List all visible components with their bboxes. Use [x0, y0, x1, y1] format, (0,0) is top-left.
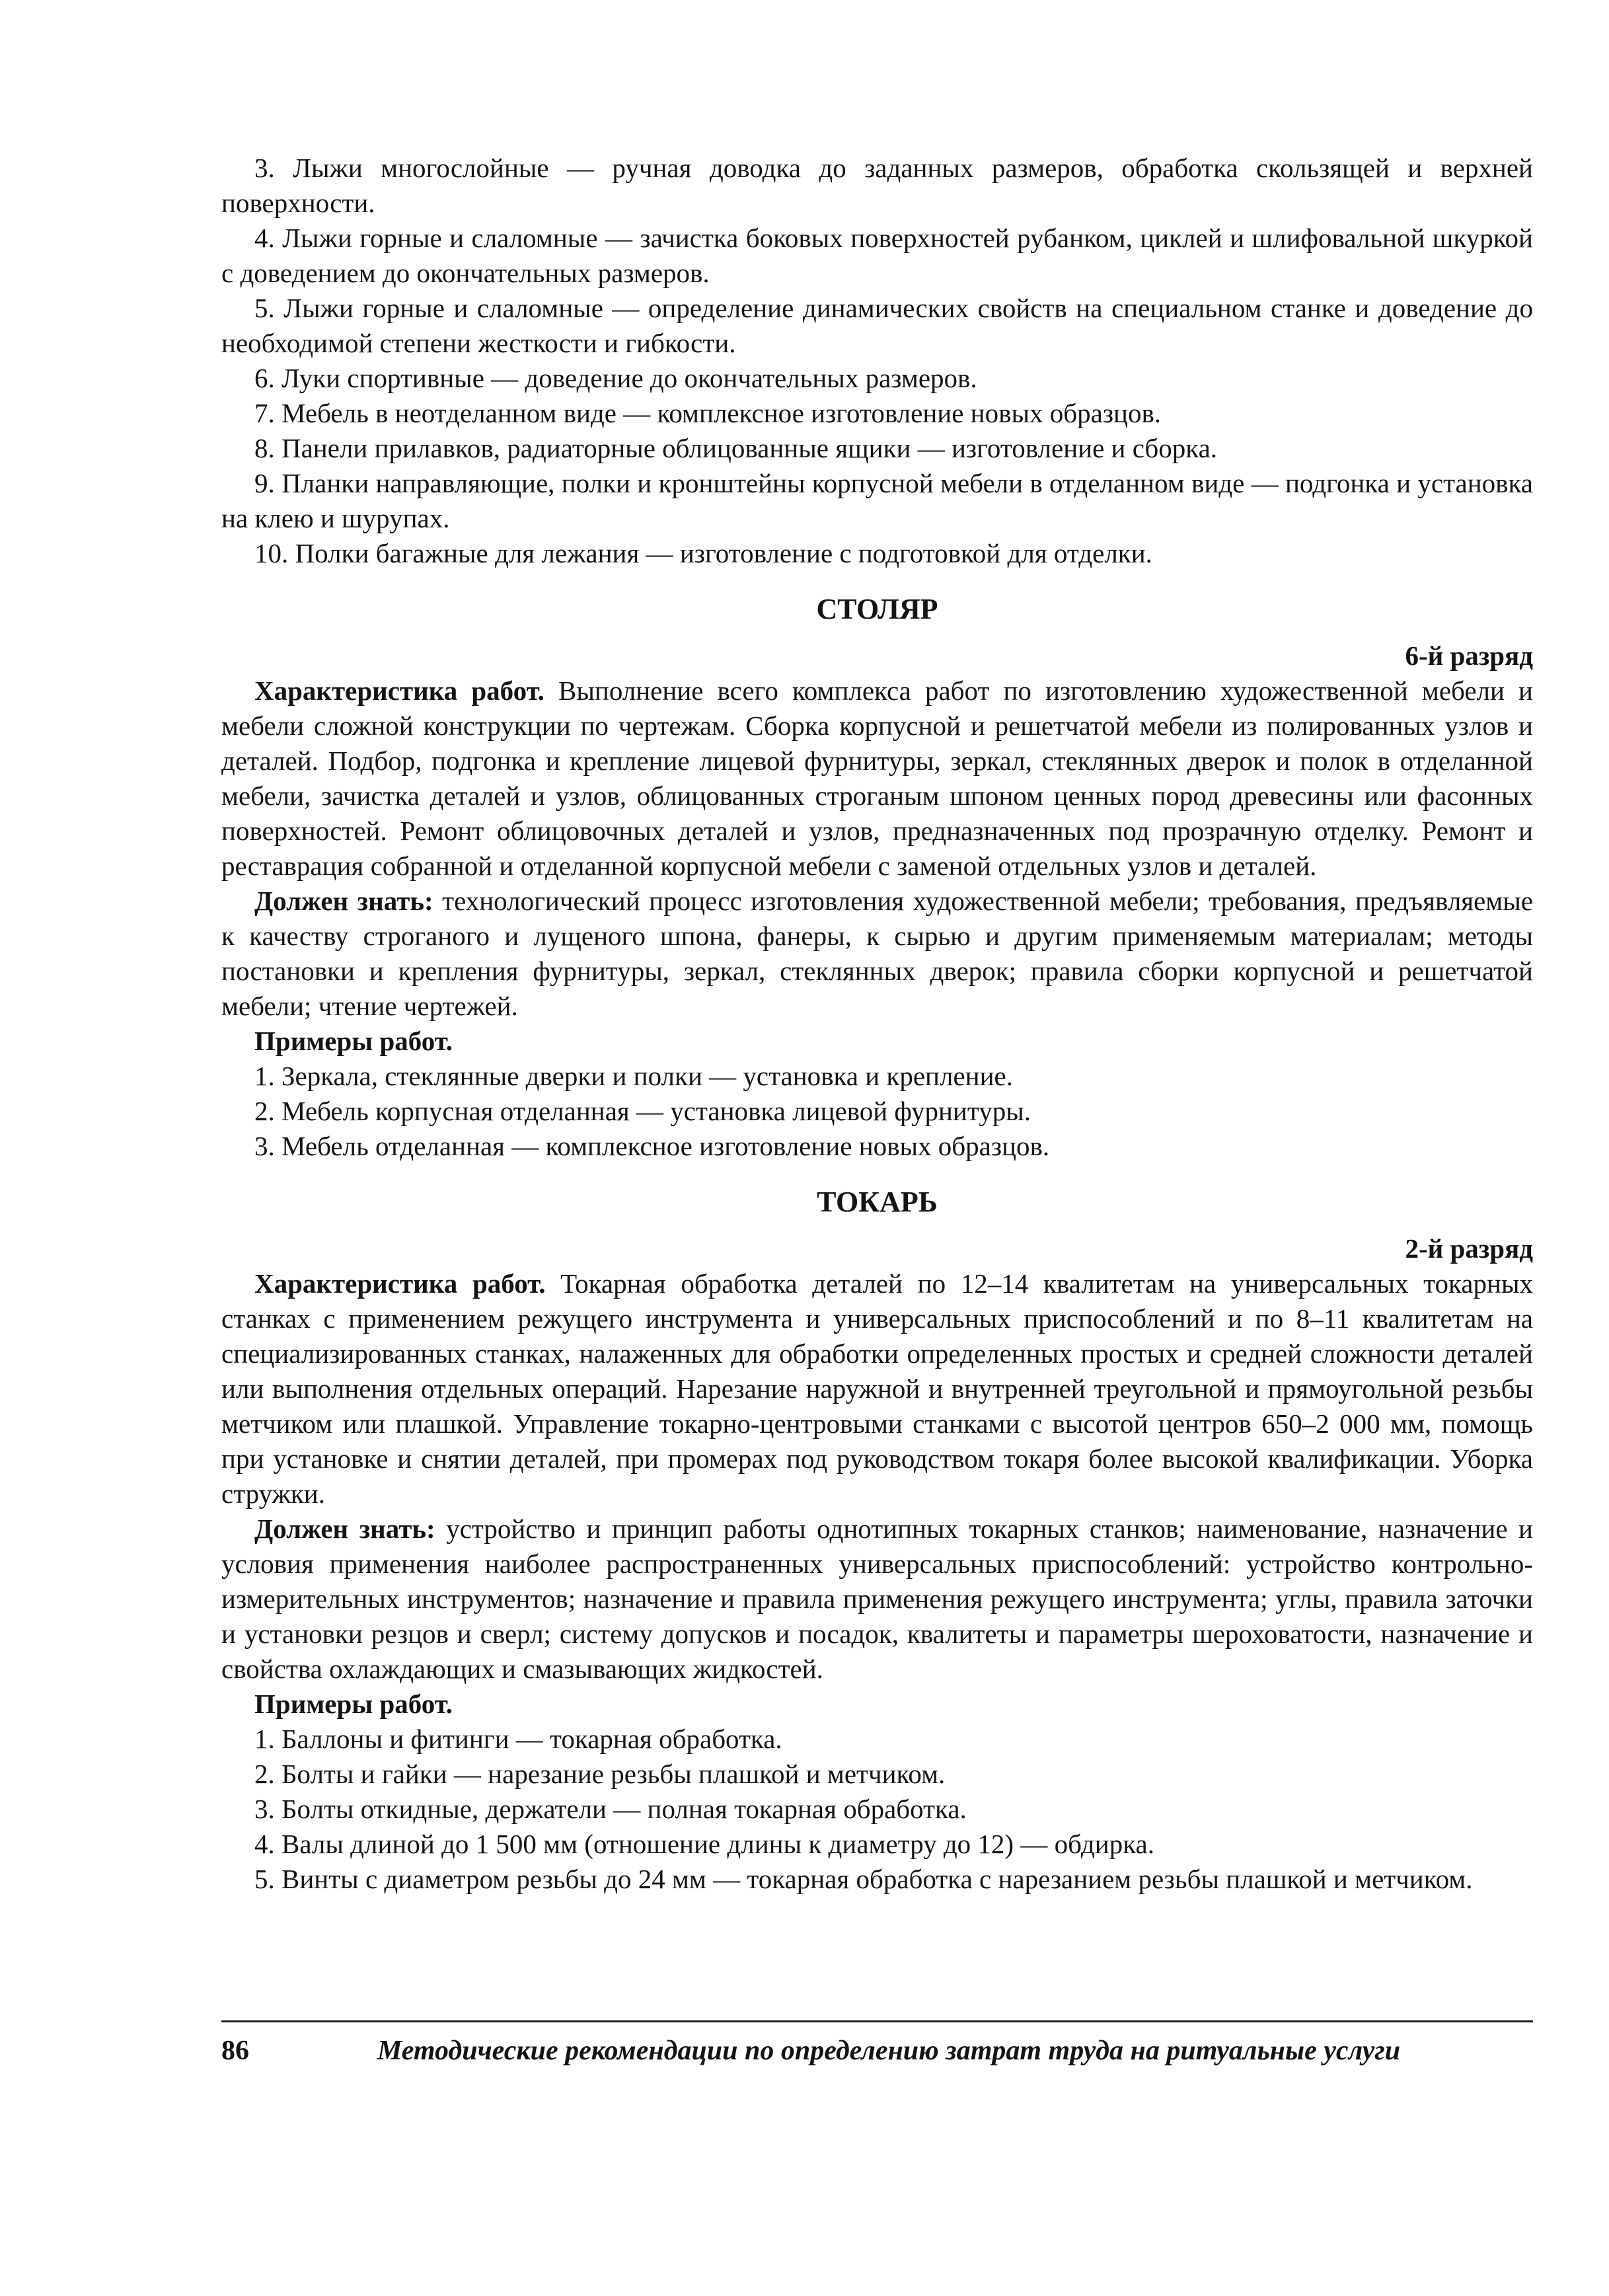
knowledge-text: устройство и принцип работы однотипных токарных станков; наименование, назначение и условия применения наиболее распространенных универсальных приспособлений: устройство контрольно-измерительных инструментов; назначение и правила применения режущего инструмента; углы, правила заточки и установки резцов и сверл; систему допусков и посадок, квалитеты и параметры шероховатости, назначение и свойства охлаждающих и смазывающих жидкостей.: [221, 1513, 1533, 1684]
list-item: 3. Лыжи многослойные — ручная доводка до заданных размеров, обработка скользящей и верхней поверхности.: [221, 153, 1533, 218]
characteristic-paragraph: [221, 1266, 1533, 1512]
list-item: 4. Лыжи горные и слаломные — зачистка боковых поверхностей рубанком, циклей и шлифовальной шкуркой с доведением до окончательных размеров.: [221, 223, 1533, 288]
list-item: 9. Планки направляющие, полки и кронштейны корпусной мебели в отделанном виде — подгонка и установка на клею и шурупах.: [221, 468, 1533, 533]
page-number: 86: [221, 2036, 249, 2066]
knowledge-label: Должен знать:: [254, 886, 433, 916]
characteristic-label: Характеристика работ.: [254, 675, 544, 706]
list-item: 6. Луки спортивные — доведение до окончательных размеров.: [254, 363, 977, 393]
characteristic-paragraph: [221, 673, 1533, 884]
section-title-turner: ТОКАРЬ: [817, 1186, 938, 1218]
example-item: 2. Болты и гайки — нарезание резьбы плашкой и метчиком.: [254, 1759, 946, 1789]
example-item: 5. Винты с диаметром резьбы до 24 мм — токарная обработка с нарезанием резьбы плашкой и метчиком.: [254, 1864, 1473, 1894]
example-item: 1. Зеркала, стеклянные дверки и полки — установка и крепление.: [254, 1061, 1013, 1091]
example-item: 4. Валы длиной до 1 500 мм (отношение длины к диаметру до 12) — обдирка.: [254, 1829, 1154, 1859]
knowledge-paragraph: [221, 884, 1533, 1024]
characteristic-text: Выполнение всего комплекса работ по изготовлению художественной мебели и мебели сложной конструкции по чертежам. Сборка корпусной и решетчатой мебели из полированных узлов и деталей. Подбор, подгонка и крепление лицевой фурнитуры, зеркал, стеклянных дверок и полок в отделанной мебели, зачистка деталей и узлов, облицованных строганым шпоном ценных пород древесины или фасонных поверхностей. Ремонт облицовочных деталей и узлов, предназначенных под прозрачную отделку. Ремонт и реставрация собранной и отделанной корпусной мебели с заменой отдельных узлов и деталей.: [221, 675, 1533, 881]
example-item: 2. Мебель корпусная отделанная — установка лицевой фурнитуры.: [254, 1096, 1031, 1126]
section-title-carpenter: СТОЛЯР: [816, 593, 938, 625]
examples-title: Примеры работ.: [254, 1689, 453, 1719]
grade-label: 2-й разряд: [1405, 1233, 1533, 1264]
knowledge-label: Должен знать:: [254, 1513, 435, 1544]
characteristic-text: Токарная обработка деталей по 12–14 квалитетам на универсальных токарных станках с применением режущего инструмента и универсальных приспособлений и по 8–11 квалитетам на специализированных станках, налаженных для обработки определенных простых и средней сложности деталей или выполнения отдельных операций. Нарезание наружной и внутренней треугольной и прямоугольной резьбы метчиком или плашкой. Управление токарно-центровыми станками с высотой центров 650–2 000 мм, помощь при установке и снятии деталей, при промерах под руководством токаря более высокой квалификации. Уборка стружки.: [221, 1268, 1533, 1509]
list-item: 5. Лыжи горные и слаломные — определение динамических свойств на специальном станке и доведение до необходимой степени жесткости и гибкости.: [221, 293, 1533, 358]
examples-title: Примеры работ.: [254, 1026, 453, 1056]
page-body: [221, 151, 1533, 1897]
characteristic-label: Характеристика работ.: [254, 1268, 546, 1299]
list-item: 10. Полки багажные для лежания — изготовление с подготовкой для отделки.: [254, 538, 1152, 568]
example-item: 3. Мебель отделанная — комплексное изготовление новых образцов.: [254, 1131, 1050, 1161]
example-item: 1. Баллоны и фитинги — токарная обработка.: [254, 1724, 782, 1754]
list-item: 8. Панели прилавков, радиаторные облицованные ящики — изготовление и сборка.: [254, 433, 1218, 463]
knowledge-text: технологический процесс изготовления художественной мебели; требования, предъявляемые к качеству строганого и лущеного шпона, фанеры, к сырью и другим применяемым материалам; методы постановки и крепления фурнитуры, зеркал, стеклянных дверок; правила сборки корпусной и решетчатой мебели; чтение чертежей.: [221, 886, 1533, 1021]
running-title: Методические рекомендации по определению затрат труда на ритуальные услуги: [377, 2036, 1401, 2066]
grade-label: 6-й разряд: [1405, 640, 1533, 671]
list-item: 7. Мебель в неотделанном виде — комплексное изготовление новых образцов.: [254, 398, 1162, 428]
example-item: 3. Болты откидные, держатели — полная токарная обработка.: [254, 1794, 967, 1824]
footer-divider: [221, 2020, 1533, 2022]
knowledge-paragraph: [221, 1512, 1533, 1687]
